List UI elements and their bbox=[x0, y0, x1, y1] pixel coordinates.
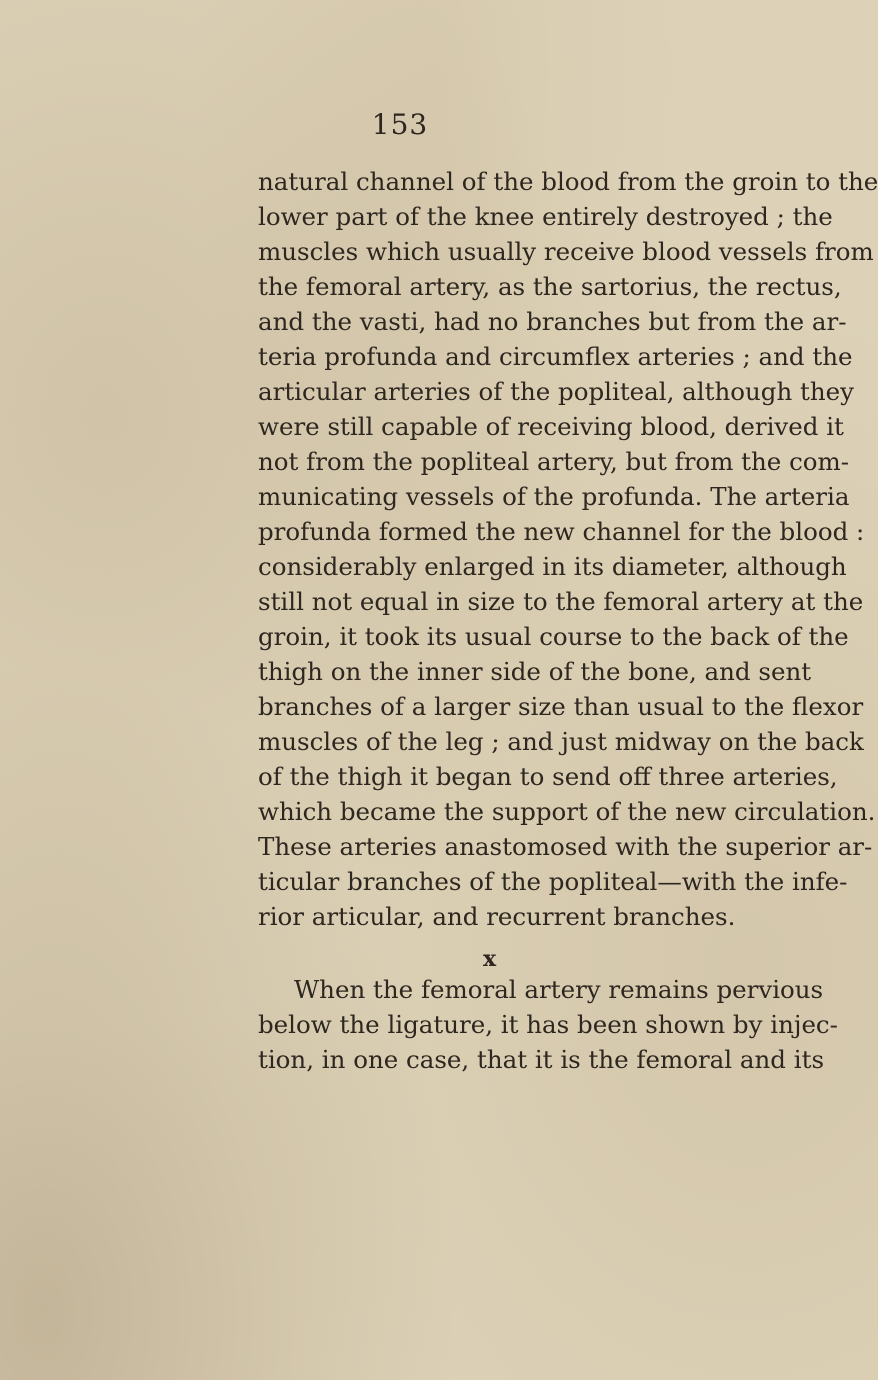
signature-mark: x bbox=[483, 946, 497, 972]
text-line: These arteries anastomosed with the superior ar- bbox=[258, 832, 873, 861]
text-line: When the femoral artery remains pervious bbox=[294, 975, 824, 1004]
text-line: articular arteries of the popliteal, although they bbox=[258, 377, 854, 406]
text-line: ticular branches of the popliteal—with the infe- bbox=[258, 867, 848, 896]
text-line: considerably enlarged in its diameter, although bbox=[258, 552, 847, 581]
text-line: rior articular, and recurrent branches. bbox=[258, 902, 736, 931]
text-line: and the vasti, had no branches but from the ar- bbox=[258, 307, 847, 336]
text-line: thigh on the inner side of the bone, and sent bbox=[258, 657, 812, 686]
text-line: muscles which usually receive blood vessels from bbox=[258, 237, 874, 266]
page-number: 153 bbox=[371, 108, 429, 141]
text-line: below the ligature, it has been shown by injec- bbox=[258, 1010, 838, 1039]
text-line: municating vessels of the profunda. The arteria bbox=[258, 482, 850, 511]
text-line: which became the support of the new circulation. bbox=[258, 797, 876, 826]
text-line: the femoral artery, as the sartorius, the rectus, bbox=[258, 272, 842, 301]
text-line: muscles of the leg ; and just midway on the back bbox=[258, 727, 864, 756]
text-line: still not equal in size to the femoral artery at the bbox=[258, 587, 864, 616]
text-line: profunda formed the new channel for the blood : bbox=[258, 517, 865, 546]
text-line: groin, it took its usual course to the back of the bbox=[258, 622, 849, 651]
text-line: of the thigh it began to send off three arteries, bbox=[258, 762, 838, 791]
text-line: teria profunda and circumflex arteries ; and the bbox=[258, 342, 853, 371]
text-line: natural channel of the blood from the groin to the bbox=[258, 167, 878, 196]
text-line: branches of a larger size than usual to the flexor bbox=[258, 692, 864, 721]
text-line: lower part of the knee entirely destroyed ; the bbox=[258, 202, 833, 231]
text-line: were still capable of receiving blood, derived it bbox=[258, 412, 844, 441]
text-line: not from the popliteal artery, but from the com- bbox=[258, 447, 850, 476]
text-line: tion, in one case, that it is the femoral and its bbox=[258, 1045, 825, 1074]
